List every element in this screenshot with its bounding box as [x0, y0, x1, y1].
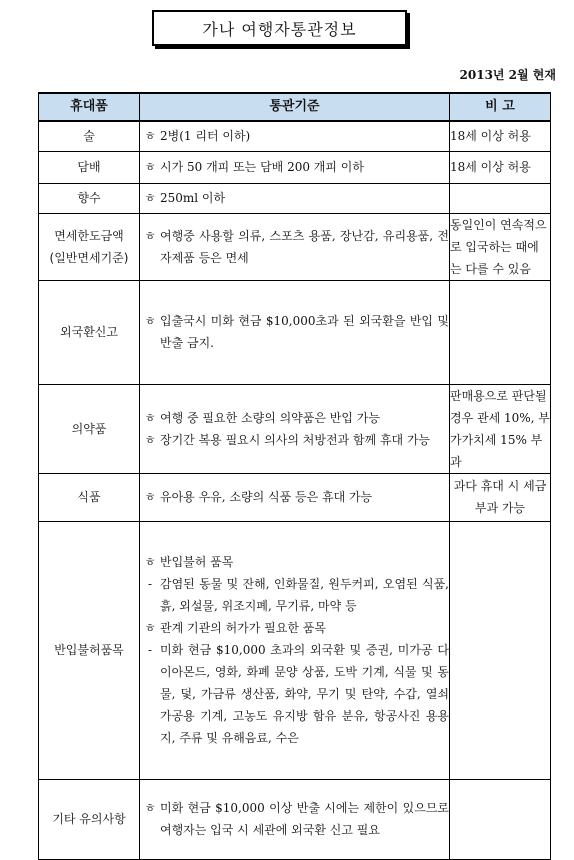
as-of-date: 2013년 2월 현재	[459, 68, 556, 82]
row-note: 18세 이상 허용	[450, 151, 551, 183]
table-header-row	[39, 93, 551, 121]
row-standard: ㅎ 입출국시 미화 현금 $10,000초과 된 외국환을 반입 및 반출 금지.	[140, 280, 450, 384]
row-item: 반입불허품목	[39, 521, 140, 779]
bullet-icon: ㅎ	[144, 314, 156, 328]
header-note: 비 고	[450, 93, 551, 121]
row-item: 의약품	[39, 384, 140, 473]
bullet-icon: ㅎ	[144, 621, 156, 635]
row-standard: ㅎ 2병(1 리터 이하)	[140, 121, 450, 151]
row-standard: ㅎ 여행중 사용할 의류, 스포츠 용품, 장난감, 유리용품, 전자제품 등은 면세	[140, 213, 450, 280]
row-standard: ㅎ 여행 중 필요한 소량의 의약품은 반입 가능 ㅎ 장기간 복용 필요시 의사의 처방전과 함께 휴대 가능	[140, 384, 450, 473]
row-note	[450, 521, 551, 779]
bullet-icon: ㅎ	[144, 228, 156, 243]
row-standard: ㅎ 미화 현금 $10,000 이상 반출 시에는 제한이 있으므로 여행자는 입국 시 세관에 외국환 신고 필요	[140, 779, 450, 859]
dash-marker: -	[147, 643, 153, 657]
table-row	[39, 521, 551, 779]
row-standard: ㅎ 반입불허 품목 - 감염된 동물 및 잔해, 인화물질, 원두커피, 오염된 식품, 흙, 외설물, 위조지폐, 무기류, 마약 등 ㅎ 관계 기관의 허가가 필요한 품목 - 미화 현금 $10,000 초과의 외국환 및 증권, 미가공 다이아몬드, 영화, 화폐 문양 상품, 도박 기계, 식물 및 동물, 덫, 가금류 생산품, 화약, 무기 및 탄약, 수갑, 열쇠 가공용 기계, 고농도 유지방 함유 분유, 항공사진 용용지, 주류 및 유해음료, 수은	[140, 521, 450, 779]
row-note	[450, 779, 551, 859]
table-row	[39, 280, 551, 384]
bullet-icon: ㅎ	[144, 432, 156, 447]
bullet-icon: ㅎ	[144, 129, 156, 144]
bullet-icon: ㅎ	[144, 801, 156, 815]
customs-info-table	[38, 92, 551, 860]
table-row	[39, 213, 551, 280]
table-row	[39, 121, 551, 151]
table-row	[39, 151, 551, 183]
header-standard: 통관기준	[140, 93, 450, 121]
header-item: 휴대품	[39, 93, 140, 121]
table-row	[39, 384, 551, 473]
row-item: 술	[39, 121, 140, 151]
row-note: 판매용으로 판단될 경우 관세 10%, 부가가치세 15% 부과	[450, 384, 551, 473]
page-title: 가나 여행자통관정보	[152, 10, 407, 46]
dash-marker: -	[147, 577, 153, 591]
row-standard: ㅎ 시가 50 개피 또는 담배 200 개피 이하	[140, 151, 450, 183]
row-item: 담배	[39, 151, 140, 183]
table-row	[39, 779, 551, 859]
bullet-icon: ㅎ	[144, 410, 156, 425]
row-note: 18세 이상 허용	[450, 121, 551, 151]
bullet-icon: ㅎ	[144, 490, 156, 504]
row-item: 외국환신고	[39, 280, 140, 384]
bullet-icon: ㅎ	[144, 160, 156, 174]
row-item: 식품	[39, 473, 140, 521]
row-item: 향수	[39, 183, 140, 213]
bullet-icon: ㅎ	[144, 555, 156, 569]
row-standard: ㅎ 250ml 이하	[140, 183, 450, 213]
bullet-icon: ㅎ	[144, 191, 156, 205]
row-note: 동일인이 연속적으로 입국하는 때에는 다를 수 있음	[450, 213, 551, 280]
row-note: 과다 휴대 시 세금 부과 가능	[450, 473, 551, 521]
table-row	[39, 473, 551, 521]
row-standard: ㅎ 유아용 우유, 소량의 식품 등은 휴대 가능	[140, 473, 450, 521]
table-row	[39, 183, 551, 213]
row-item: 면세한도금액 (일반면세기준)	[39, 213, 140, 280]
row-item: 기타 유의사항	[39, 779, 140, 859]
row-note	[450, 183, 551, 213]
row-note	[450, 280, 551, 384]
